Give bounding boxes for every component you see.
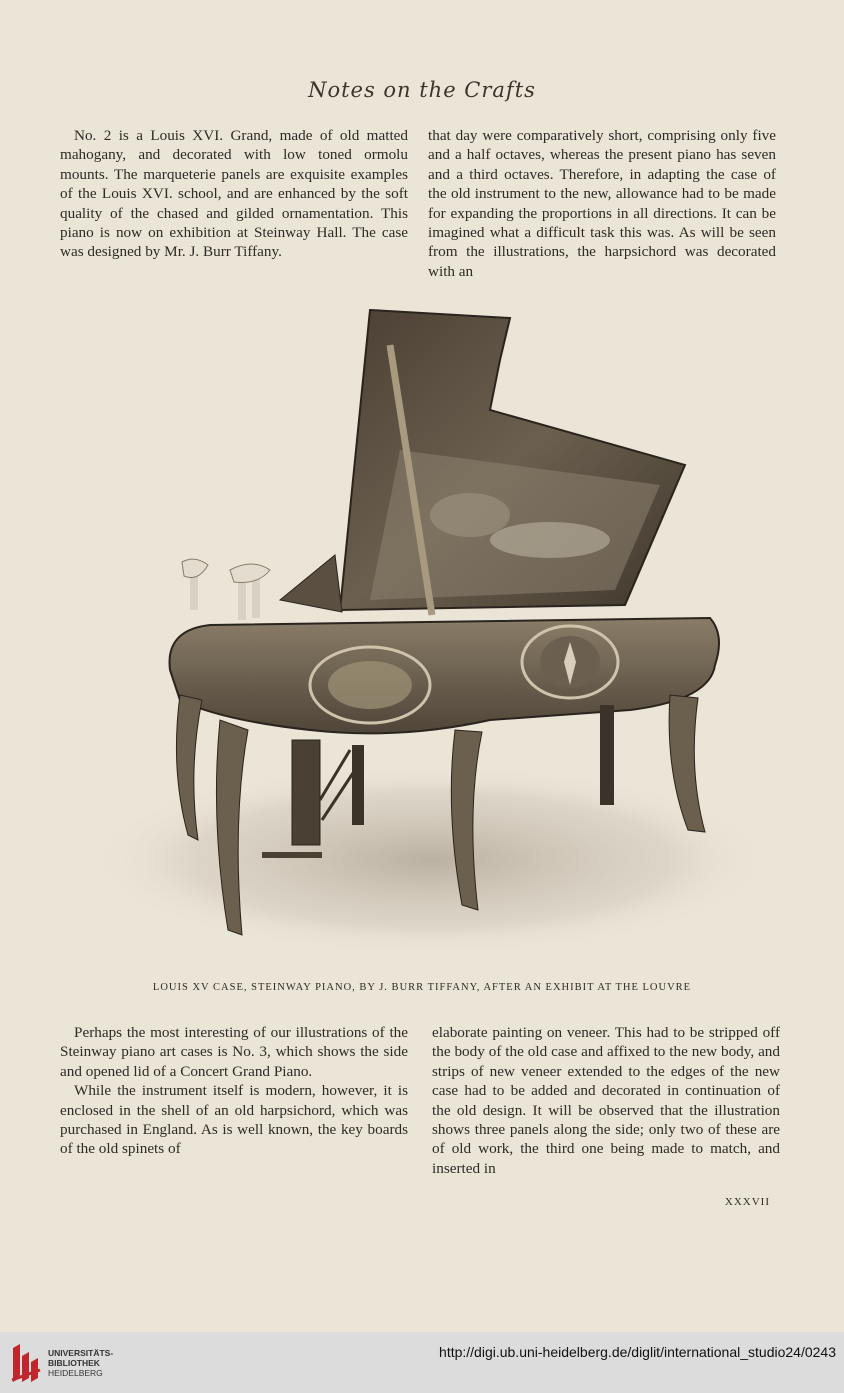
music-desk (280, 555, 342, 612)
paragraph: Perhaps the most interesting of our illustrations of the Steinway piano art cases is No. 3, which shows the side and opened lid of a Concert Grand Piano. (60, 1024, 408, 1080)
column-bottom-left (60, 1023, 408, 1159)
column-top-right (428, 126, 776, 281)
piano-illustration (70, 300, 770, 960)
running-head: Notes on the Crafts (308, 78, 536, 102)
column-bottom-right (432, 1023, 780, 1178)
column-top-left (60, 126, 408, 262)
page-number: XXXVII (724, 1196, 770, 1208)
library-footer (0, 1332, 844, 1393)
pedal-lyre (292, 740, 320, 845)
library-line: UNIVERSITÄTS- (48, 1348, 114, 1358)
paragraph: While the instrument itself is modern, however, it is enclosed in the shell of an old harpsichord, which was purchased in England. As is well known, the key boards of the old spinets of (60, 1082, 408, 1158)
paragraph: elaborate painting on veneer. This had to be stripped off the body of the old case and affixed to the new body, and strips of new veneer extended to the edges of the new case had to be added and decorated in continuation of the old design. It will be observed that the illustration shows three panels along the side; only two of these are of old work, the third one being made to match, and inserted in (432, 1024, 780, 1177)
library-name (48, 1348, 113, 1378)
library-logo-icon (10, 1342, 44, 1384)
piano-drawing (70, 300, 770, 960)
paragraph: that day were comparatively short, comprising only five and a half octaves, whereas the present piano has seven and a third octaves. Therefore, in adapting the case of the old instrument to the new, allowance had to be made for expanding the proportions in all directions. It can be imagined what a difficult task this was. As will be seen from the illustrations, the harpsichord was decorated with an (428, 127, 776, 280)
piano-leg-rear (600, 705, 614, 805)
figure-caption: LOUIS XV CASE, STEINWAY PIANO, BY J. BURR TIFFANY, AFTER AN EXHIBIT AT THE LOUVRE (152, 982, 692, 993)
library-line: BIBLIOTHEK (48, 1358, 100, 1368)
library-line: HEIDELBERG (48, 1368, 103, 1378)
source-url-link[interactable]: http://digi.ub.uni-heidelberg.de/diglit/international_studio24/0243 (439, 1344, 836, 1360)
paragraph: No. 2 is a Louis XVI. Grand, made of old matted mahogany, and decorated with low toned ormolu mounts. The marqueterie panels are exquisite examples of the Louis XVI. school, and are enhanced by the soft quality of the chased and gilded ornamentation. This piano is now on exhibition at Steinway Hall. The case was designed by Mr. J. Burr Tiffany. (60, 127, 408, 261)
pedals (262, 852, 322, 858)
rear-leg (352, 745, 364, 825)
piano-case (170, 618, 720, 733)
